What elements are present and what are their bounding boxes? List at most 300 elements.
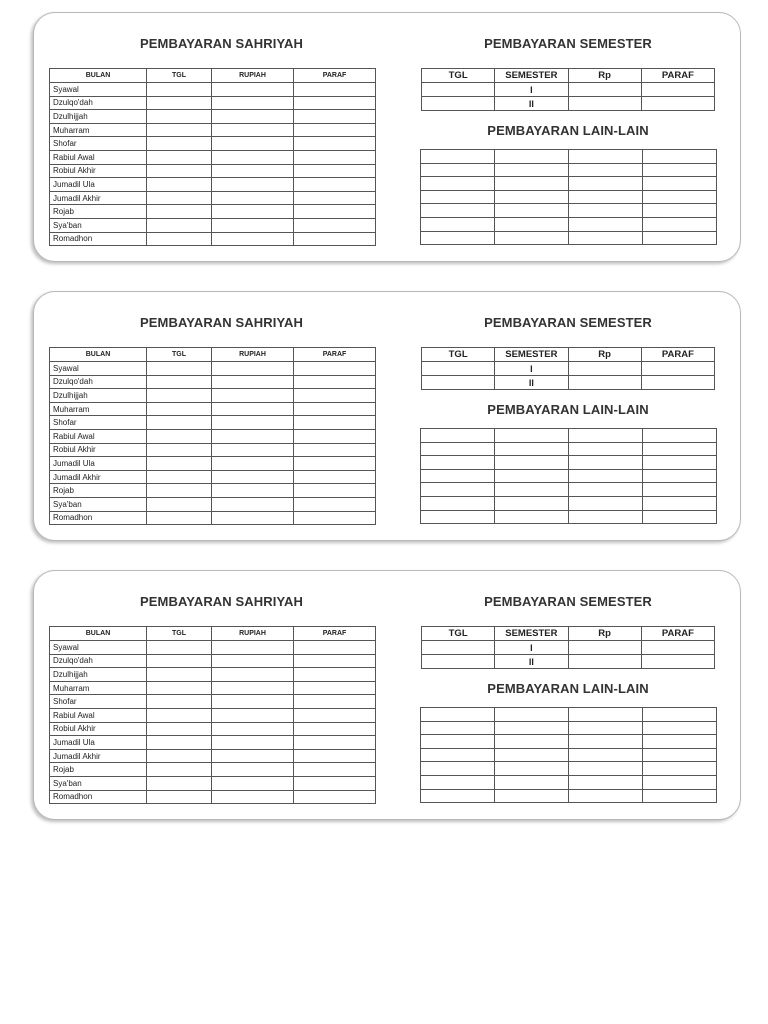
blank-cell: [569, 748, 643, 762]
blank-row: [421, 429, 717, 443]
signature-cell: [294, 375, 376, 389]
semester-row: [422, 641, 715, 655]
month-row: [50, 722, 376, 736]
date-cell: [147, 429, 212, 443]
signature-cell: [294, 416, 376, 430]
blank-cell: [643, 496, 717, 510]
month-row: [50, 484, 376, 498]
month-row: [50, 790, 376, 804]
blank-cell: [643, 469, 717, 483]
column-header: PARAF: [641, 348, 714, 362]
blank-cell: [569, 231, 643, 245]
blank-cell: [421, 721, 495, 735]
month-row: [50, 776, 376, 790]
blank-cell: [569, 217, 643, 231]
blank-cell: [495, 496, 569, 510]
column-header: PARAF: [294, 348, 376, 362]
blank-cell: [569, 150, 643, 164]
signature-cell: [294, 668, 376, 682]
signature-cell: [294, 83, 376, 97]
column-header: Rp: [568, 69, 641, 83]
month-name: Dzulhijjah: [50, 389, 147, 403]
date-cell: [147, 232, 212, 246]
signature-cell: [294, 232, 376, 246]
month-name: Robiul Akhir: [50, 164, 147, 178]
date-cell: [147, 668, 212, 682]
sahriyah-title: PEMBAYARAN SAHRIYAH: [140, 36, 303, 51]
blank-cell: [643, 708, 717, 722]
blank-cell: [495, 469, 569, 483]
month-row: [50, 164, 376, 178]
amount-cell: [212, 429, 294, 443]
signature-cell: [294, 736, 376, 750]
month-name: Robiul Akhir: [50, 443, 147, 457]
date-cell: [147, 443, 212, 457]
amount-cell: [212, 722, 294, 736]
month-row: [50, 110, 376, 124]
blank-cell: [495, 177, 569, 191]
blank-row: [421, 163, 717, 177]
date-cell: [147, 763, 212, 777]
blank-cell: [495, 775, 569, 789]
signature-cell: [294, 110, 376, 124]
blank-row: [421, 177, 717, 191]
blank-row: [421, 510, 717, 524]
lain-lain-table: [420, 149, 717, 245]
month-name: Robiul Akhir: [50, 722, 147, 736]
amount-cell: [212, 443, 294, 457]
month-name: Dzulqo'dah: [50, 96, 147, 110]
blank-cell: [495, 735, 569, 749]
blank-cell: [569, 190, 643, 204]
blank-row: [421, 190, 717, 204]
month-row: [50, 668, 376, 682]
blank-cell: [421, 442, 495, 456]
amount-cell: [568, 83, 641, 97]
blank-cell: [569, 789, 643, 803]
month-name: Shofar: [50, 695, 147, 709]
column-header: RUPIAH: [212, 69, 294, 83]
amount-cell: [212, 96, 294, 110]
month-name: Jumadil Ula: [50, 457, 147, 471]
blank-cell: [495, 456, 569, 470]
semester-table: [421, 626, 715, 669]
blank-cell: [643, 456, 717, 470]
blank-cell: [495, 762, 569, 776]
blank-row: [421, 789, 717, 803]
month-name: Rabiul Awal: [50, 150, 147, 164]
semester-number: I: [495, 362, 568, 376]
blank-cell: [495, 708, 569, 722]
date-cell: [422, 641, 495, 655]
blank-cell: [643, 762, 717, 776]
amount-cell: [212, 205, 294, 219]
blank-row: [421, 721, 717, 735]
blank-cell: [421, 177, 495, 191]
date-cell: [147, 736, 212, 750]
month-name: Syawal: [50, 641, 147, 655]
lain-lain-title: PEMBAYARAN LAIN-LAIN: [487, 681, 649, 696]
amount-cell: [212, 232, 294, 246]
semester-number: I: [495, 641, 568, 655]
date-cell: [147, 96, 212, 110]
month-row: [50, 429, 376, 443]
signature-cell: [294, 389, 376, 403]
signature-cell: [294, 191, 376, 205]
column-header: Rp: [568, 348, 641, 362]
blank-row: [421, 217, 717, 231]
column-header: BULAN: [50, 627, 147, 641]
month-row: [50, 470, 376, 484]
blank-row: [421, 483, 717, 497]
signature-cell: [294, 470, 376, 484]
amount-cell: [568, 362, 641, 376]
date-cell: [147, 191, 212, 205]
signature-cell: [294, 681, 376, 695]
column-header: SEMESTER: [495, 348, 568, 362]
date-cell: [147, 362, 212, 376]
column-header: PARAF: [294, 627, 376, 641]
blank-cell: [643, 231, 717, 245]
month-row: [50, 736, 376, 750]
blank-row: [421, 496, 717, 510]
blank-row: [421, 775, 717, 789]
month-name: Romadhon: [50, 511, 147, 525]
blank-cell: [643, 163, 717, 177]
date-cell: [147, 470, 212, 484]
month-row: [50, 123, 376, 137]
month-row: [50, 83, 376, 97]
blank-cell: [643, 735, 717, 749]
amount-cell: [212, 178, 294, 192]
blank-cell: [421, 510, 495, 524]
semester-table: [421, 347, 715, 390]
semester-row: [422, 83, 715, 97]
column-header: BULAN: [50, 69, 147, 83]
signature-cell: [294, 654, 376, 668]
semester-row: [422, 362, 715, 376]
month-name: Rojab: [50, 205, 147, 219]
blank-row: [421, 748, 717, 762]
blank-cell: [421, 496, 495, 510]
sahriyah-table: [49, 68, 376, 246]
blank-cell: [421, 190, 495, 204]
date-cell: [147, 137, 212, 151]
amount-cell: [212, 763, 294, 777]
date-cell: [147, 722, 212, 736]
column-header: TGL: [147, 69, 212, 83]
month-name: Shofar: [50, 416, 147, 430]
date-cell: [147, 484, 212, 498]
signature-cell: [294, 790, 376, 804]
amount-cell: [212, 218, 294, 232]
blank-row: [421, 469, 717, 483]
blank-cell: [569, 496, 643, 510]
blank-row: [421, 150, 717, 164]
amount-cell: [212, 790, 294, 804]
semester-table: [421, 68, 715, 111]
blank-cell: [421, 789, 495, 803]
date-cell: [147, 776, 212, 790]
signature-cell: [294, 722, 376, 736]
blank-row: [421, 708, 717, 722]
blank-cell: [569, 735, 643, 749]
signature-cell: [641, 376, 714, 390]
blank-cell: [643, 190, 717, 204]
blank-cell: [569, 456, 643, 470]
month-name: Romadhon: [50, 790, 147, 804]
blank-cell: [643, 510, 717, 524]
month-row: [50, 749, 376, 763]
month-row: [50, 362, 376, 376]
blank-cell: [643, 204, 717, 218]
month-name: Jumadil Akhir: [50, 749, 147, 763]
blank-cell: [421, 762, 495, 776]
date-cell: [147, 695, 212, 709]
sahriyah-header-row: [50, 69, 376, 83]
month-name: Shofar: [50, 137, 147, 151]
month-row: [50, 218, 376, 232]
month-row: [50, 654, 376, 668]
month-name: Sya'ban: [50, 776, 147, 790]
signature-cell: [294, 96, 376, 110]
date-cell: [147, 749, 212, 763]
amount-cell: [212, 123, 294, 137]
column-header: RUPIAH: [212, 348, 294, 362]
month-row: [50, 191, 376, 205]
month-name: Jumadil Ula: [50, 736, 147, 750]
amount-cell: [212, 736, 294, 750]
sahriyah-header-row: [50, 627, 376, 641]
amount-cell: [212, 695, 294, 709]
date-cell: [147, 83, 212, 97]
blank-cell: [421, 748, 495, 762]
signature-cell: [294, 695, 376, 709]
month-row: [50, 178, 376, 192]
blank-row: [421, 762, 717, 776]
column-header: RUPIAH: [212, 627, 294, 641]
signature-cell: [294, 123, 376, 137]
signature-cell: [294, 362, 376, 376]
amount-cell: [212, 776, 294, 790]
date-cell: [147, 708, 212, 722]
date-cell: [422, 362, 495, 376]
blank-cell: [421, 469, 495, 483]
signature-cell: [294, 776, 376, 790]
date-cell: [147, 402, 212, 416]
blank-cell: [495, 231, 569, 245]
column-header: PARAF: [294, 69, 376, 83]
amount-cell: [212, 416, 294, 430]
semester-header-row: [422, 69, 715, 83]
month-row: [50, 497, 376, 511]
date-cell: [147, 681, 212, 695]
signature-cell: [294, 511, 376, 525]
month-name: Romadhon: [50, 232, 147, 246]
signature-cell: [641, 362, 714, 376]
column-header: PARAF: [641, 69, 714, 83]
blank-cell: [569, 708, 643, 722]
blank-cell: [569, 429, 643, 443]
month-row: [50, 695, 376, 709]
signature-cell: [294, 205, 376, 219]
blank-cell: [643, 483, 717, 497]
month-row: [50, 150, 376, 164]
amount-cell: [212, 402, 294, 416]
sahriyah-header-row: [50, 348, 376, 362]
month-name: Dzulhijjah: [50, 668, 147, 682]
signature-cell: [294, 402, 376, 416]
blank-cell: [569, 483, 643, 497]
blank-cell: [643, 775, 717, 789]
column-header: PARAF: [641, 627, 714, 641]
amount-cell: [212, 484, 294, 498]
amount-cell: [212, 389, 294, 403]
lain-lain-title: PEMBAYARAN LAIN-LAIN: [487, 123, 649, 138]
month-row: [50, 416, 376, 430]
month-name: Dzulqo'dah: [50, 375, 147, 389]
signature-cell: [294, 178, 376, 192]
month-row: [50, 763, 376, 777]
signature-cell: [294, 641, 376, 655]
date-cell: [422, 655, 495, 669]
blank-cell: [495, 721, 569, 735]
month-row: [50, 205, 376, 219]
month-name: Dzulhijjah: [50, 110, 147, 124]
column-header: TGL: [147, 348, 212, 362]
semester-number: II: [495, 376, 568, 390]
amount-cell: [212, 164, 294, 178]
column-header: SEMESTER: [495, 627, 568, 641]
blank-row: [421, 231, 717, 245]
semester-row: [422, 97, 715, 111]
date-cell: [147, 457, 212, 471]
column-header: TGL: [422, 69, 495, 83]
amount-cell: [212, 110, 294, 124]
signature-cell: [641, 83, 714, 97]
blank-cell: [421, 775, 495, 789]
month-row: [50, 641, 376, 655]
month-name: Syawal: [50, 83, 147, 97]
semester-title: PEMBAYARAN SEMESTER: [484, 36, 652, 51]
blank-cell: [421, 708, 495, 722]
date-cell: [147, 150, 212, 164]
semester-row: [422, 655, 715, 669]
month-row: [50, 511, 376, 525]
amount-cell: [212, 708, 294, 722]
month-name: Jumadil Ula: [50, 178, 147, 192]
month-name: Jumadil Akhir: [50, 191, 147, 205]
signature-cell: [294, 443, 376, 457]
blank-cell: [495, 442, 569, 456]
amount-cell: [212, 375, 294, 389]
amount-cell: [212, 641, 294, 655]
amount-cell: [212, 681, 294, 695]
month-name: Jumadil Akhir: [50, 470, 147, 484]
date-cell: [147, 205, 212, 219]
amount-cell: [212, 150, 294, 164]
blank-cell: [421, 217, 495, 231]
column-header: Rp: [568, 627, 641, 641]
month-row: [50, 457, 376, 471]
lain-lain-table: [420, 707, 717, 803]
date-cell: [422, 376, 495, 390]
amount-cell: [212, 511, 294, 525]
amount-cell: [568, 641, 641, 655]
amount-cell: [212, 191, 294, 205]
month-row: [50, 375, 376, 389]
signature-cell: [294, 497, 376, 511]
month-name: Muharram: [50, 402, 147, 416]
signature-cell: [294, 749, 376, 763]
blank-cell: [569, 762, 643, 776]
date-cell: [147, 178, 212, 192]
month-row: [50, 402, 376, 416]
date-cell: [147, 375, 212, 389]
month-row: [50, 137, 376, 151]
date-cell: [147, 123, 212, 137]
month-name: Sya'ban: [50, 218, 147, 232]
month-name: Rojab: [50, 484, 147, 498]
blank-cell: [495, 204, 569, 218]
blank-cell: [495, 748, 569, 762]
month-row: [50, 389, 376, 403]
amount-cell: [212, 668, 294, 682]
blank-cell: [495, 190, 569, 204]
amount-cell: [212, 470, 294, 484]
signature-cell: [294, 218, 376, 232]
blank-row: [421, 204, 717, 218]
month-row: [50, 96, 376, 110]
blank-cell: [495, 217, 569, 231]
blank-cell: [643, 177, 717, 191]
month-name: Rojab: [50, 763, 147, 777]
semester-number: II: [495, 655, 568, 669]
semester-title: PEMBAYARAN SEMESTER: [484, 594, 652, 609]
blank-cell: [569, 775, 643, 789]
signature-cell: [294, 763, 376, 777]
semester-title: PEMBAYARAN SEMESTER: [484, 315, 652, 330]
blank-cell: [643, 429, 717, 443]
month-row: [50, 708, 376, 722]
blank-cell: [569, 469, 643, 483]
date-cell: [147, 497, 212, 511]
blank-cell: [643, 217, 717, 231]
amount-cell: [212, 749, 294, 763]
date-cell: [147, 110, 212, 124]
semester-header-row: [422, 627, 715, 641]
blank-row: [421, 456, 717, 470]
blank-cell: [569, 442, 643, 456]
payment-card: [33, 12, 741, 262]
blank-cell: [569, 163, 643, 177]
column-header: TGL: [422, 627, 495, 641]
amount-cell: [568, 376, 641, 390]
amount-cell: [212, 362, 294, 376]
signature-cell: [294, 137, 376, 151]
amount-cell: [212, 83, 294, 97]
blank-cell: [421, 150, 495, 164]
blank-row: [421, 735, 717, 749]
signature-cell: [294, 150, 376, 164]
month-row: [50, 681, 376, 695]
date-cell: [147, 164, 212, 178]
blank-cell: [421, 456, 495, 470]
amount-cell: [568, 655, 641, 669]
blank-cell: [643, 442, 717, 456]
amount-cell: [212, 457, 294, 471]
column-header: TGL: [422, 348, 495, 362]
